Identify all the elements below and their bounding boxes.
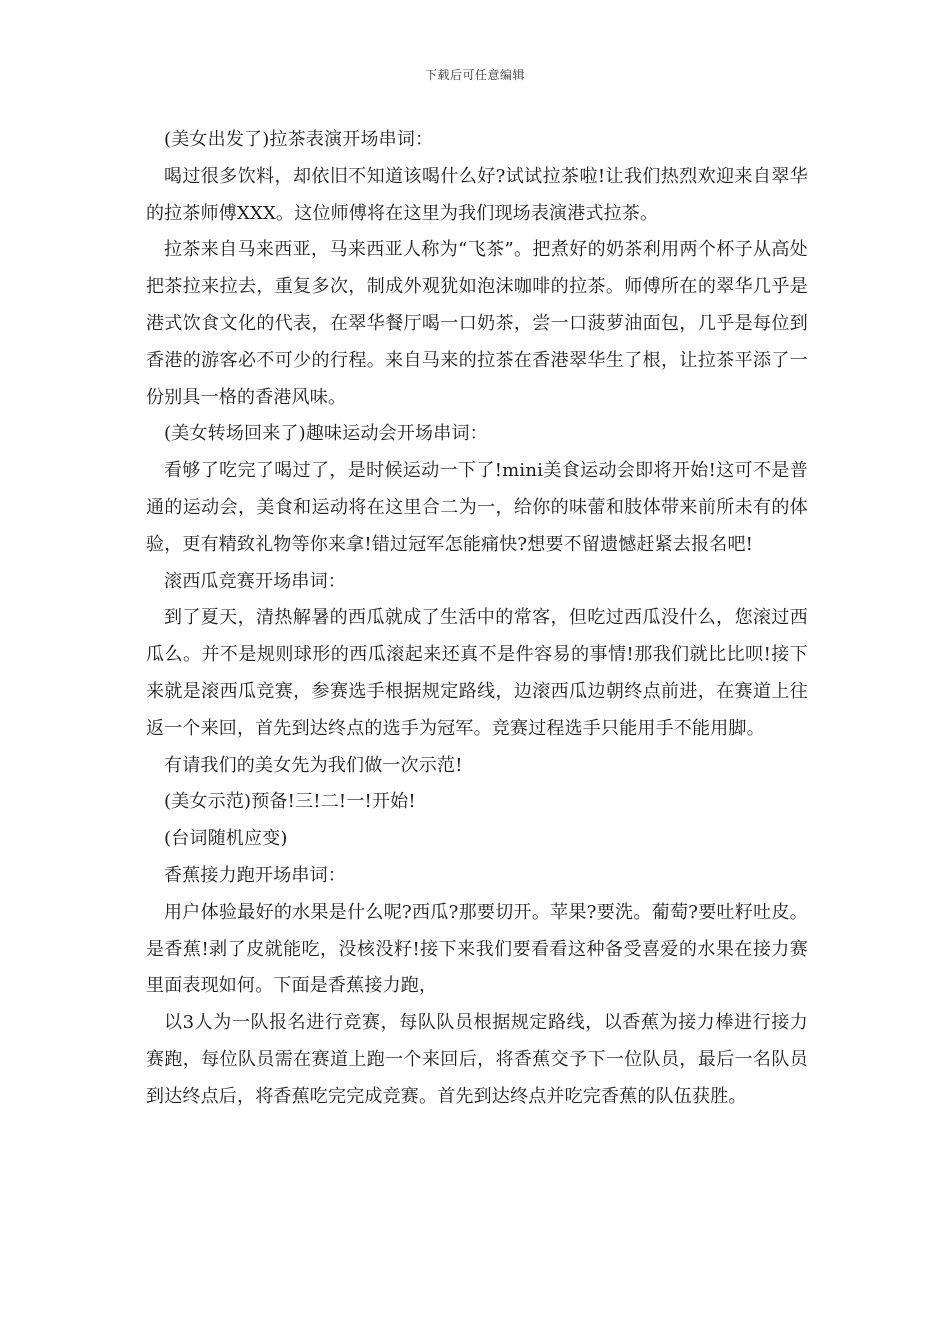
paragraph: 喝过很多饮料，却依旧不知道该喝什么好?试试拉茶啦!让我们热烈欢迎来自翠华的拉茶师傅XXX。这位师傅将在这里为我们现场表演港式拉茶。: [146, 165, 808, 224]
paragraph: 有请我们的美女先为我们做一次示范!: [164, 754, 463, 776]
section-heading-watermelon: 滚西瓜竞赛开场串词：: [164, 570, 346, 592]
paragraph: 拉茶来自马来西亚，马来西亚人称为“飞茶”。把煮好的奶茶利用两个杯子从高处把茶拉来拉去，重复多次，制成外观犹如泡沫咖啡的拉茶。师傅所在的翠华几乎是港式饮食文化的代表，在翠华餐厅喝一口奶茶，尝一口菠萝油面包，几乎是每位到香港的游客必不可少的行程。来自马来的拉茶在香港翠华生了根，让拉茶平添了一份别具一格的香港风味。: [146, 239, 808, 408]
paragraph: (美女示范)预备!三!二!一!开始!: [164, 791, 416, 813]
paragraph: 以3人为一队报名进行竞赛，每队队员根据规定路线，以香蕉为接力棒进行接力赛跑，每位队员需在赛道上跑一个来回后，将香蕉交予下一位队员，最后一名队员到达终点后，将香蕉吃完完成竞赛。首先到达终点并吃完香蕉的队伍获胜。: [146, 1012, 808, 1107]
paragraph: 用户体验最好的水果是什么呢?西瓜?那要切开。苹果?要洗。葡萄?要吐籽吐皮。是香蕉!剥了皮就能吃，没核没籽!接下来我们要看看这种备受喜爱的水果在接力赛里面表现如何。下面是香蕉接力跑，: [146, 901, 808, 997]
paragraph: (台词随机应变): [164, 828, 288, 850]
page-header-note: 下载后可任意编辑: [424, 68, 525, 82]
section-heading-banana-relay: 香蕉接力跑开场串词：: [164, 864, 346, 886]
section-heading-tea-show: (美女出发了)拉茶表演开场串词：: [164, 129, 434, 150]
paragraph: 到了夏天，清热解暑的西瓜就成了生活中的常客，但吃过西瓜没什么，您滚过西瓜么。并不是规则球形的西瓜滚起来还真不是件容易的事情!那我们就比比呗!接下来就是滚西瓜竞赛，参赛选手根据规定路线，边滚西瓜边朝终点前进，在赛道上往返一个来回，首先到达终点的选手为冠军。竞赛过程选手只能用手不能用脚。: [146, 607, 808, 739]
paragraph: 看够了吃完了喝过了，是时候运动一下了!mini美食运动会即将开始!这可不是普通的运动会，美食和运动将在这里合二为一，给你的味蕾和肢体带来前所未有的体验，更有精致礼物等你来拿!错过冠军怎能痛快?想要不留遗憾赶紧去报名吧!: [146, 460, 808, 555]
section-heading-sports-meet: (美女转场回来了)趣味运动会开场串词：: [164, 423, 488, 445]
document-body: [146, 122, 808, 1116]
